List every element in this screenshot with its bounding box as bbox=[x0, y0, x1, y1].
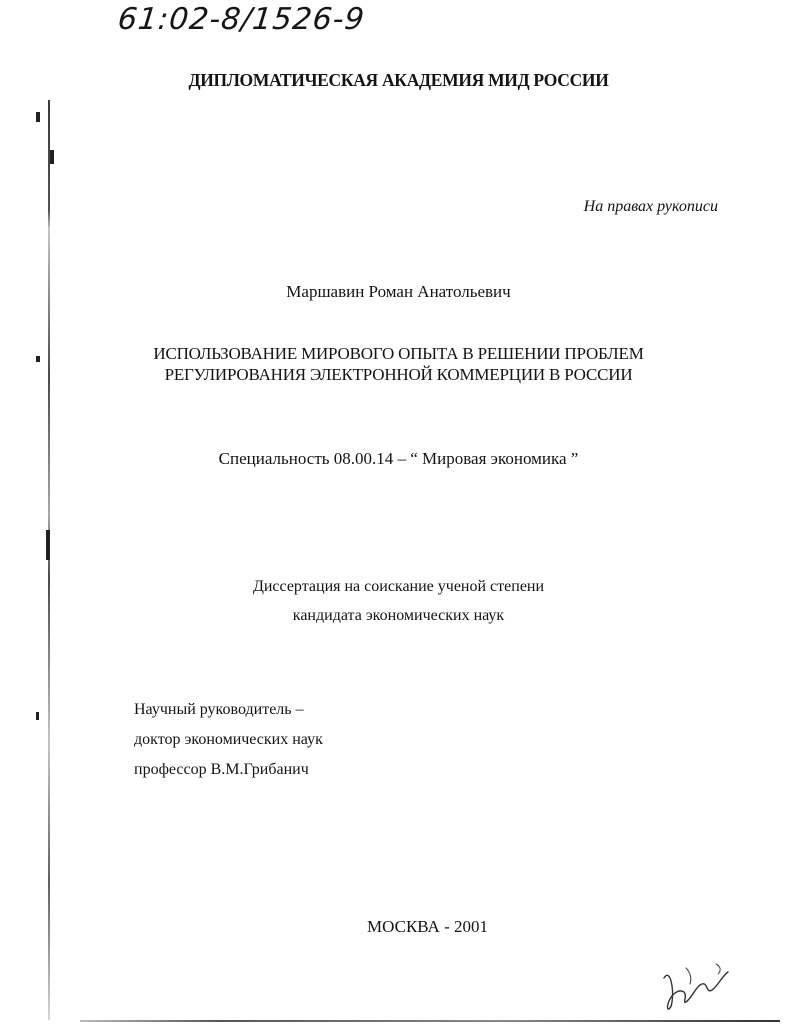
manuscript-rights-note: На правах рукописи bbox=[583, 198, 718, 215]
supervisor-line: доктор экономических наук bbox=[134, 731, 323, 748]
scan-mark bbox=[36, 112, 40, 122]
supervisor-line: Научный руководитель – bbox=[134, 701, 304, 718]
city-year: МОСКВА - 2001 bbox=[367, 917, 488, 936]
supervisor-block bbox=[134, 695, 323, 785]
specialty-line: Специальность 08.00.14 – “ Мировая экономика ” bbox=[218, 449, 579, 468]
institution-name: ДИПЛОМАТИЧЕСКАЯ АКАДЕМИЯ МИД РОССИИ bbox=[188, 70, 609, 90]
degree-statement bbox=[0, 572, 797, 630]
title-line: ИСПОЛЬЗОВАНИЕ МИРОВОГО ОПЫТА В РЕШЕНИИ ПРОБЛЕМ bbox=[153, 344, 644, 363]
supervisor-line: профессор В.М.Грибанич bbox=[134, 761, 309, 778]
author-name: Маршавин Роман Анатольевич bbox=[286, 282, 511, 301]
scan-binding-edge bbox=[48, 100, 50, 1020]
archive-code-handwritten: 61:02-8/1526-9 bbox=[116, 2, 367, 37]
scan-mark bbox=[50, 150, 54, 164]
scan-bottom-edge bbox=[80, 1020, 780, 1022]
degree-line: Диссертация на соискание ученой степени bbox=[252, 578, 545, 595]
degree-line: кандидата экономических наук bbox=[292, 607, 505, 624]
dissertation-title bbox=[0, 343, 797, 385]
scan-mark bbox=[46, 530, 50, 560]
scan-mark bbox=[36, 712, 39, 720]
title-line: РЕГУЛИРОВАНИЯ ЭЛЕКТРОННОЙ КОММЕРЦИИ В РОССИИ bbox=[164, 365, 633, 384]
handwritten-signature bbox=[656, 958, 736, 1018]
